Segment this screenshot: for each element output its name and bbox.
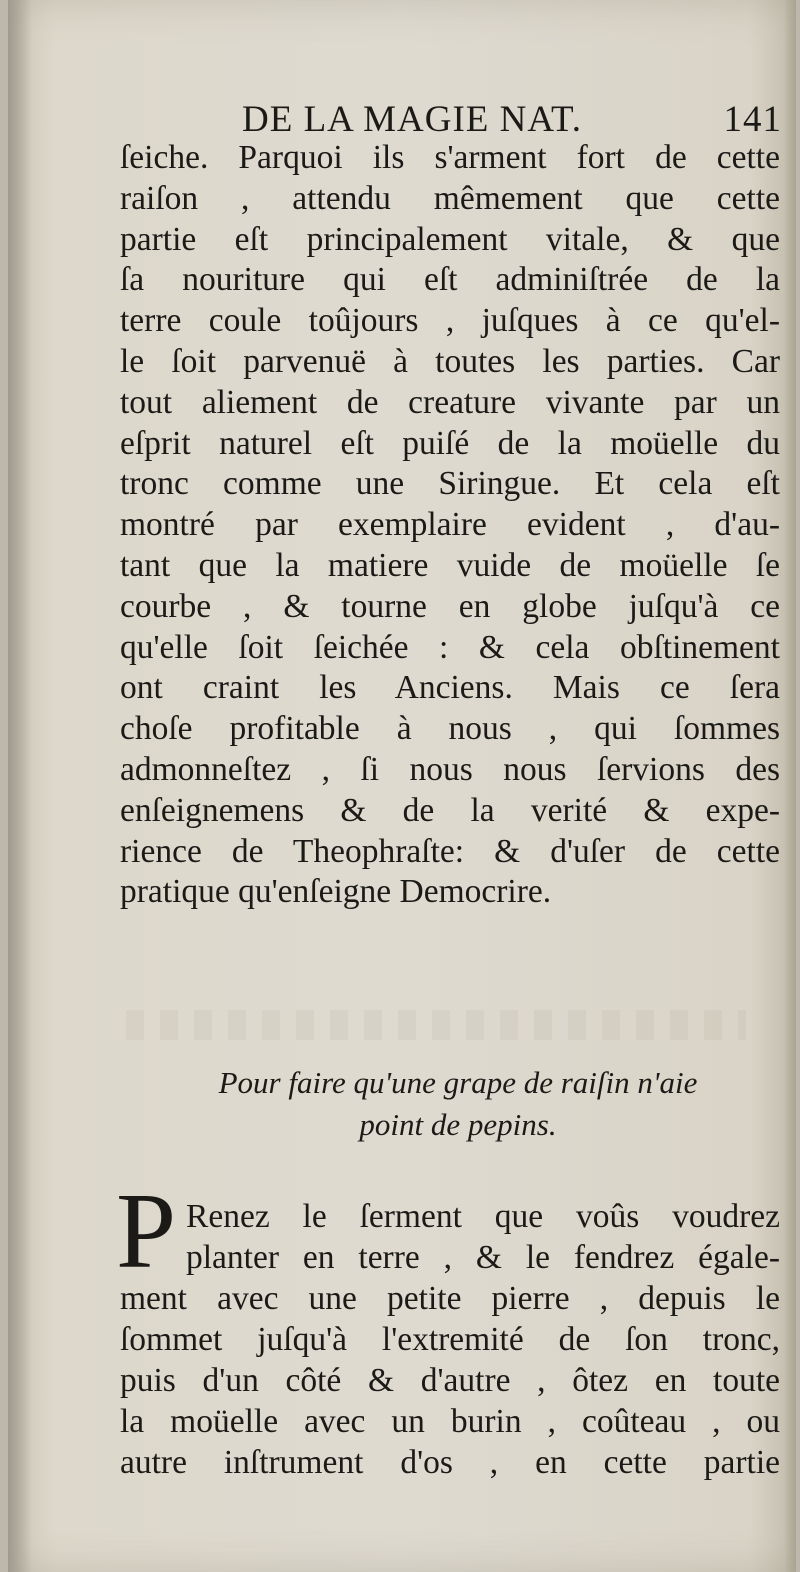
page-number: 141 — [723, 99, 782, 140]
text-line: ont craint les Anciens. Mais ce ſera — [120, 669, 780, 707]
text-line: ſa nouriture qui eſt adminiſtrée de la — [120, 261, 780, 299]
text-line: rience de Theophraſte: & d'uſer de cette — [120, 832, 780, 870]
text-line: qu'elle ſoit ſeichée : & cela obſtinement — [120, 628, 780, 666]
text-line: montré par exemplaire evident , d'au- — [120, 506, 780, 544]
text-line: ment avec une petite pierre , depuis le — [120, 1280, 780, 1317]
text-line: tant que la matiere vuide de moüelle ſe — [120, 546, 780, 584]
section-heading-line-1: Pour faire qu'une grape de raiſin n'aie — [218, 1065, 698, 1100]
drop-cap: P — [116, 1172, 177, 1291]
text-line: Renez le ſerment que voûs voudrez — [186, 1198, 780, 1235]
text-line: tout aliement de creature vivante par un — [120, 383, 780, 421]
book-page — [8, 0, 796, 1572]
text-line: pratique qu'enſeigne Democrire. — [120, 873, 552, 911]
section-heading — [128, 1062, 788, 1146]
text-line: ſommet juſqu'à l'extremité de ſon tronc, — [120, 1321, 780, 1358]
text-line: terre coule toûjours , juſques à ce qu'el- — [120, 302, 780, 340]
text-line: ſeiche. Parquoi ils s'arment fort de cette — [120, 139, 780, 176]
text-line: planter en terre , & le fendrez égale- — [186, 1239, 780, 1276]
text-line: courbe , & tourne en globe juſqu'à ce — [120, 587, 780, 625]
gutter-shadow — [8, 0, 32, 1572]
text-line: tronc comme une Siringue. Et cela eſt — [120, 465, 780, 503]
edge-shadow — [784, 0, 796, 1572]
text-line: la moüelle avec un burin , coûteau , ou — [120, 1403, 780, 1440]
paragraph-1 — [120, 138, 780, 913]
running-head-title: DE LA MAGIE NAT. — [242, 99, 583, 140]
text-line: partie eſt principalement vitale, & que — [120, 220, 780, 258]
paragraph-2 — [120, 1196, 780, 1483]
text-line: raiſon , attendu mêmement que cette — [120, 179, 780, 217]
running-head — [242, 98, 782, 142]
text-line: puis d'un côté & d'autre , ôtez en toute — [120, 1362, 780, 1399]
text-line: admonneſtez , ſi nous nous ſervions des — [120, 750, 780, 788]
text-line: eſprit naturel eſt puiſé de la moüelle du — [120, 424, 780, 462]
show-through-bleed — [126, 1010, 746, 1040]
text-line: choſe profitable à nous , qui ſommes — [120, 710, 780, 748]
text-line: le ſoit parvenuë à toutes les parties. Car — [120, 342, 780, 380]
text-line: enſeignemens & de la verité & expe- — [120, 791, 780, 829]
section-heading-line-2: point de pepins. — [359, 1107, 557, 1142]
text-line: autre inſtrument d'os , en cette partie — [120, 1444, 780, 1481]
